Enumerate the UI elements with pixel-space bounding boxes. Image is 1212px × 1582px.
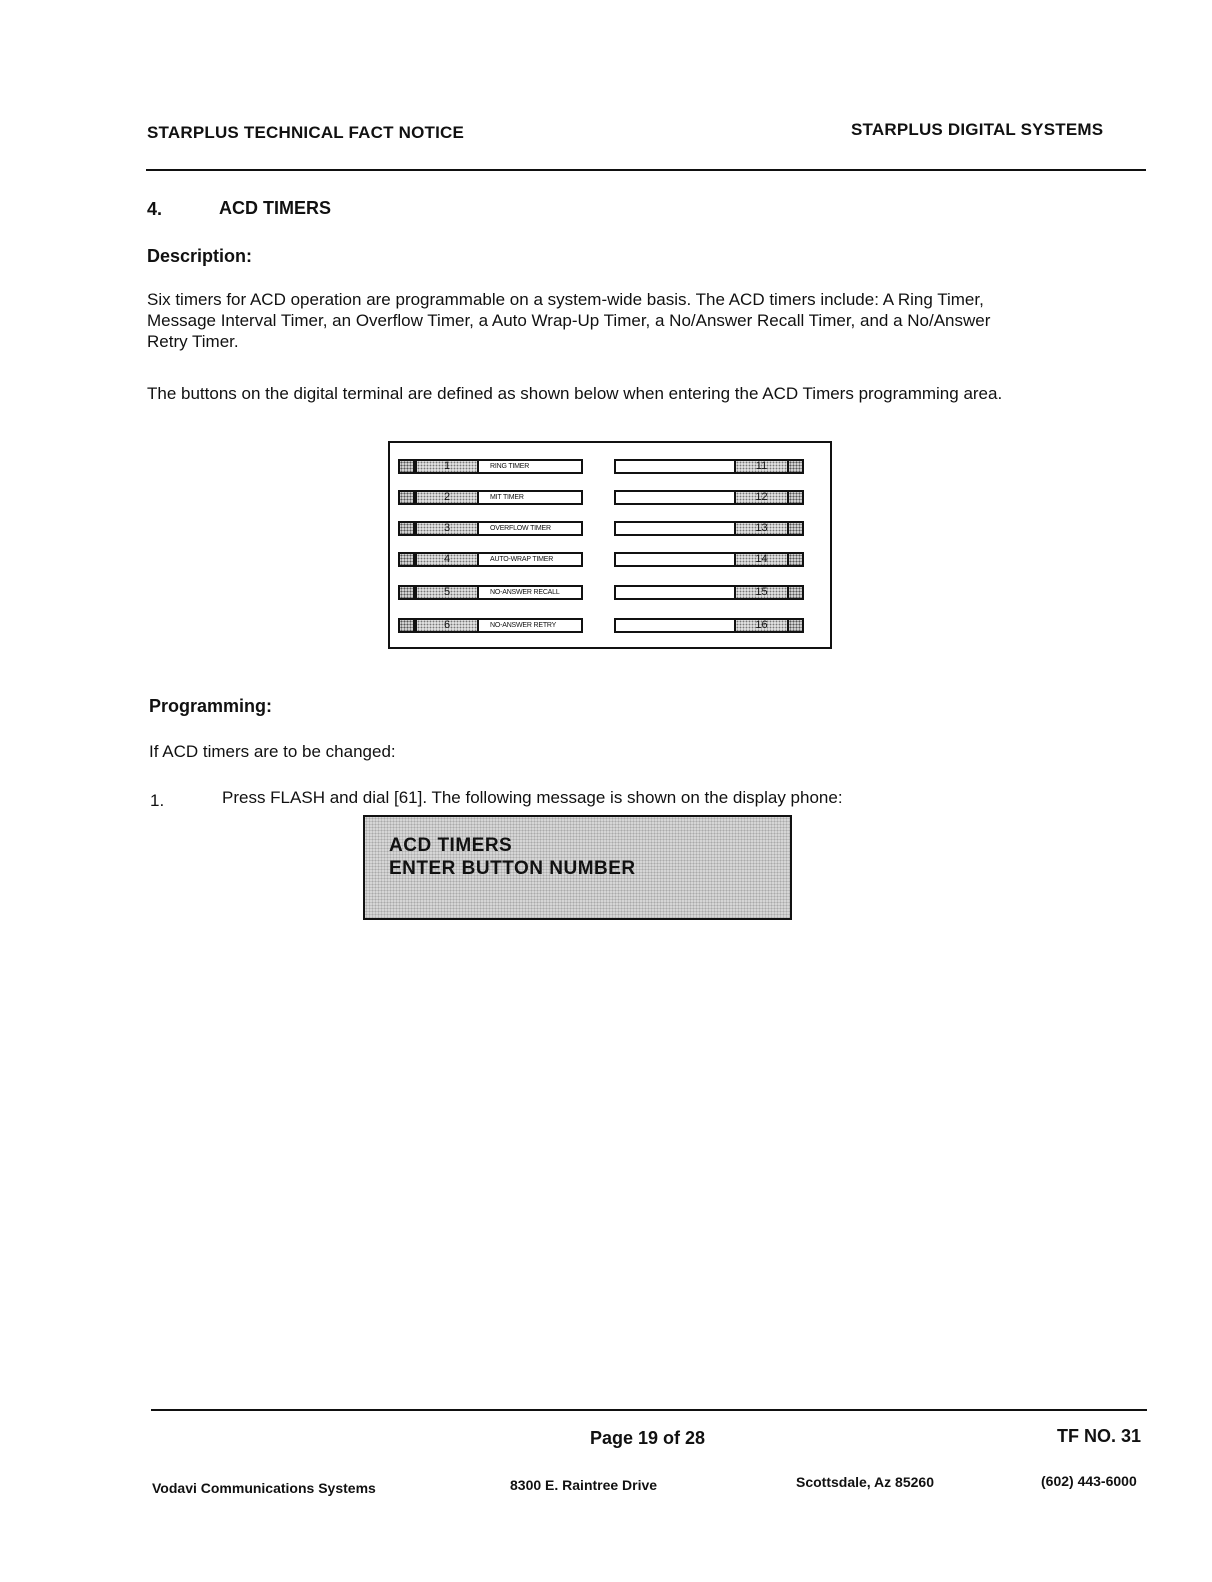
footer-city: Scottsdale, Az 85260 bbox=[796, 1474, 934, 1490]
phone-display bbox=[363, 815, 792, 920]
terminal-diagram bbox=[388, 441, 832, 649]
button-label: RING TIMER bbox=[490, 463, 530, 470]
led-indicator bbox=[398, 521, 415, 536]
button-label: OVERFLOW TIMER bbox=[490, 525, 551, 532]
button-number: 3 bbox=[415, 521, 479, 536]
led-indicator bbox=[398, 552, 415, 567]
right-button-15 bbox=[614, 585, 804, 600]
led-indicator bbox=[787, 618, 804, 633]
button-label: NO-ANSWER RECALL bbox=[490, 589, 560, 596]
left-button-5 bbox=[398, 585, 583, 600]
header-right: STARPLUS DIGITAL SYSTEMS bbox=[851, 120, 1104, 139]
header-left: STARPLUS TECHNICAL FACT NOTICE bbox=[147, 123, 465, 142]
left-button-1 bbox=[398, 459, 583, 474]
step-text: Press FLASH and dial [61]. The following message is shown on the display phone: bbox=[222, 788, 843, 807]
button-label: AUTO-WRAP TIMER bbox=[490, 556, 554, 563]
footer-address: 8300 E. Raintree Drive bbox=[510, 1477, 658, 1493]
description-line-1: Six timers for ACD operation are programmable on a system-wide basis. The ACD timers include: A Ring Timer, bbox=[147, 290, 984, 309]
description-para1 bbox=[147, 289, 990, 352]
led-indicator bbox=[398, 585, 415, 600]
programming-intro: If ACD timers are to be changed: bbox=[149, 742, 396, 761]
button-number: 5 bbox=[415, 585, 479, 600]
button-number: 11 bbox=[734, 459, 789, 474]
button-label: MIT TIMER bbox=[490, 494, 524, 501]
left-button-6 bbox=[398, 618, 583, 633]
description-line-3: Retry Timer. bbox=[147, 332, 239, 351]
left-button-4 bbox=[398, 552, 583, 567]
button-number: 13 bbox=[734, 521, 789, 536]
right-button-12 bbox=[614, 490, 804, 505]
page-number: Page 19 of 28 bbox=[590, 1428, 706, 1448]
programming-heading: Programming: bbox=[149, 696, 273, 716]
section-title: ACD TIMERS bbox=[219, 198, 331, 218]
display-line-1: ACD TIMERS bbox=[389, 835, 513, 856]
right-button-13 bbox=[614, 521, 804, 536]
led-indicator bbox=[398, 618, 415, 633]
button-number: 4 bbox=[415, 552, 479, 567]
display-line-2: ENTER BUTTON NUMBER bbox=[389, 858, 636, 879]
button-number: 2 bbox=[415, 490, 479, 505]
button-number: 16 bbox=[734, 618, 789, 633]
step-number: 1. bbox=[150, 791, 165, 810]
right-button-16 bbox=[614, 618, 804, 633]
description-line-2: Message Interval Timer, an Overflow Timer, a Auto Wrap-Up Timer, a No/Answer Recall Timer, and a No/Answer bbox=[147, 311, 991, 330]
button-number: 12 bbox=[734, 490, 789, 505]
left-button-3 bbox=[398, 521, 583, 536]
left-button-2 bbox=[398, 490, 583, 505]
led-indicator bbox=[398, 459, 415, 474]
footer-company: Vodavi Communications Systems bbox=[152, 1480, 376, 1496]
right-button-11 bbox=[614, 459, 804, 474]
button-label: NO-ANSWER RETRY bbox=[490, 622, 557, 629]
led-indicator bbox=[787, 521, 804, 536]
footer-phone: (602) 443-6000 bbox=[1041, 1473, 1137, 1489]
button-number: 6 bbox=[415, 618, 479, 633]
led-indicator bbox=[787, 459, 804, 474]
led-indicator bbox=[787, 585, 804, 600]
description-heading: Description: bbox=[147, 246, 253, 266]
button-number: 1 bbox=[415, 459, 479, 474]
footer-rule bbox=[151, 1409, 1147, 1411]
button-number: 14 bbox=[734, 552, 789, 567]
button-number: 15 bbox=[734, 585, 789, 600]
led-indicator bbox=[787, 552, 804, 567]
right-button-14 bbox=[614, 552, 804, 567]
section-number: 4. bbox=[147, 199, 163, 219]
description-para2: The buttons on the digital terminal are defined as shown below when entering the ACD Timers programming area. bbox=[147, 384, 1003, 403]
led-indicator bbox=[787, 490, 804, 505]
tf-number: TF NO. 31 bbox=[1057, 1426, 1142, 1446]
header-rule bbox=[146, 169, 1146, 171]
led-indicator bbox=[398, 490, 415, 505]
